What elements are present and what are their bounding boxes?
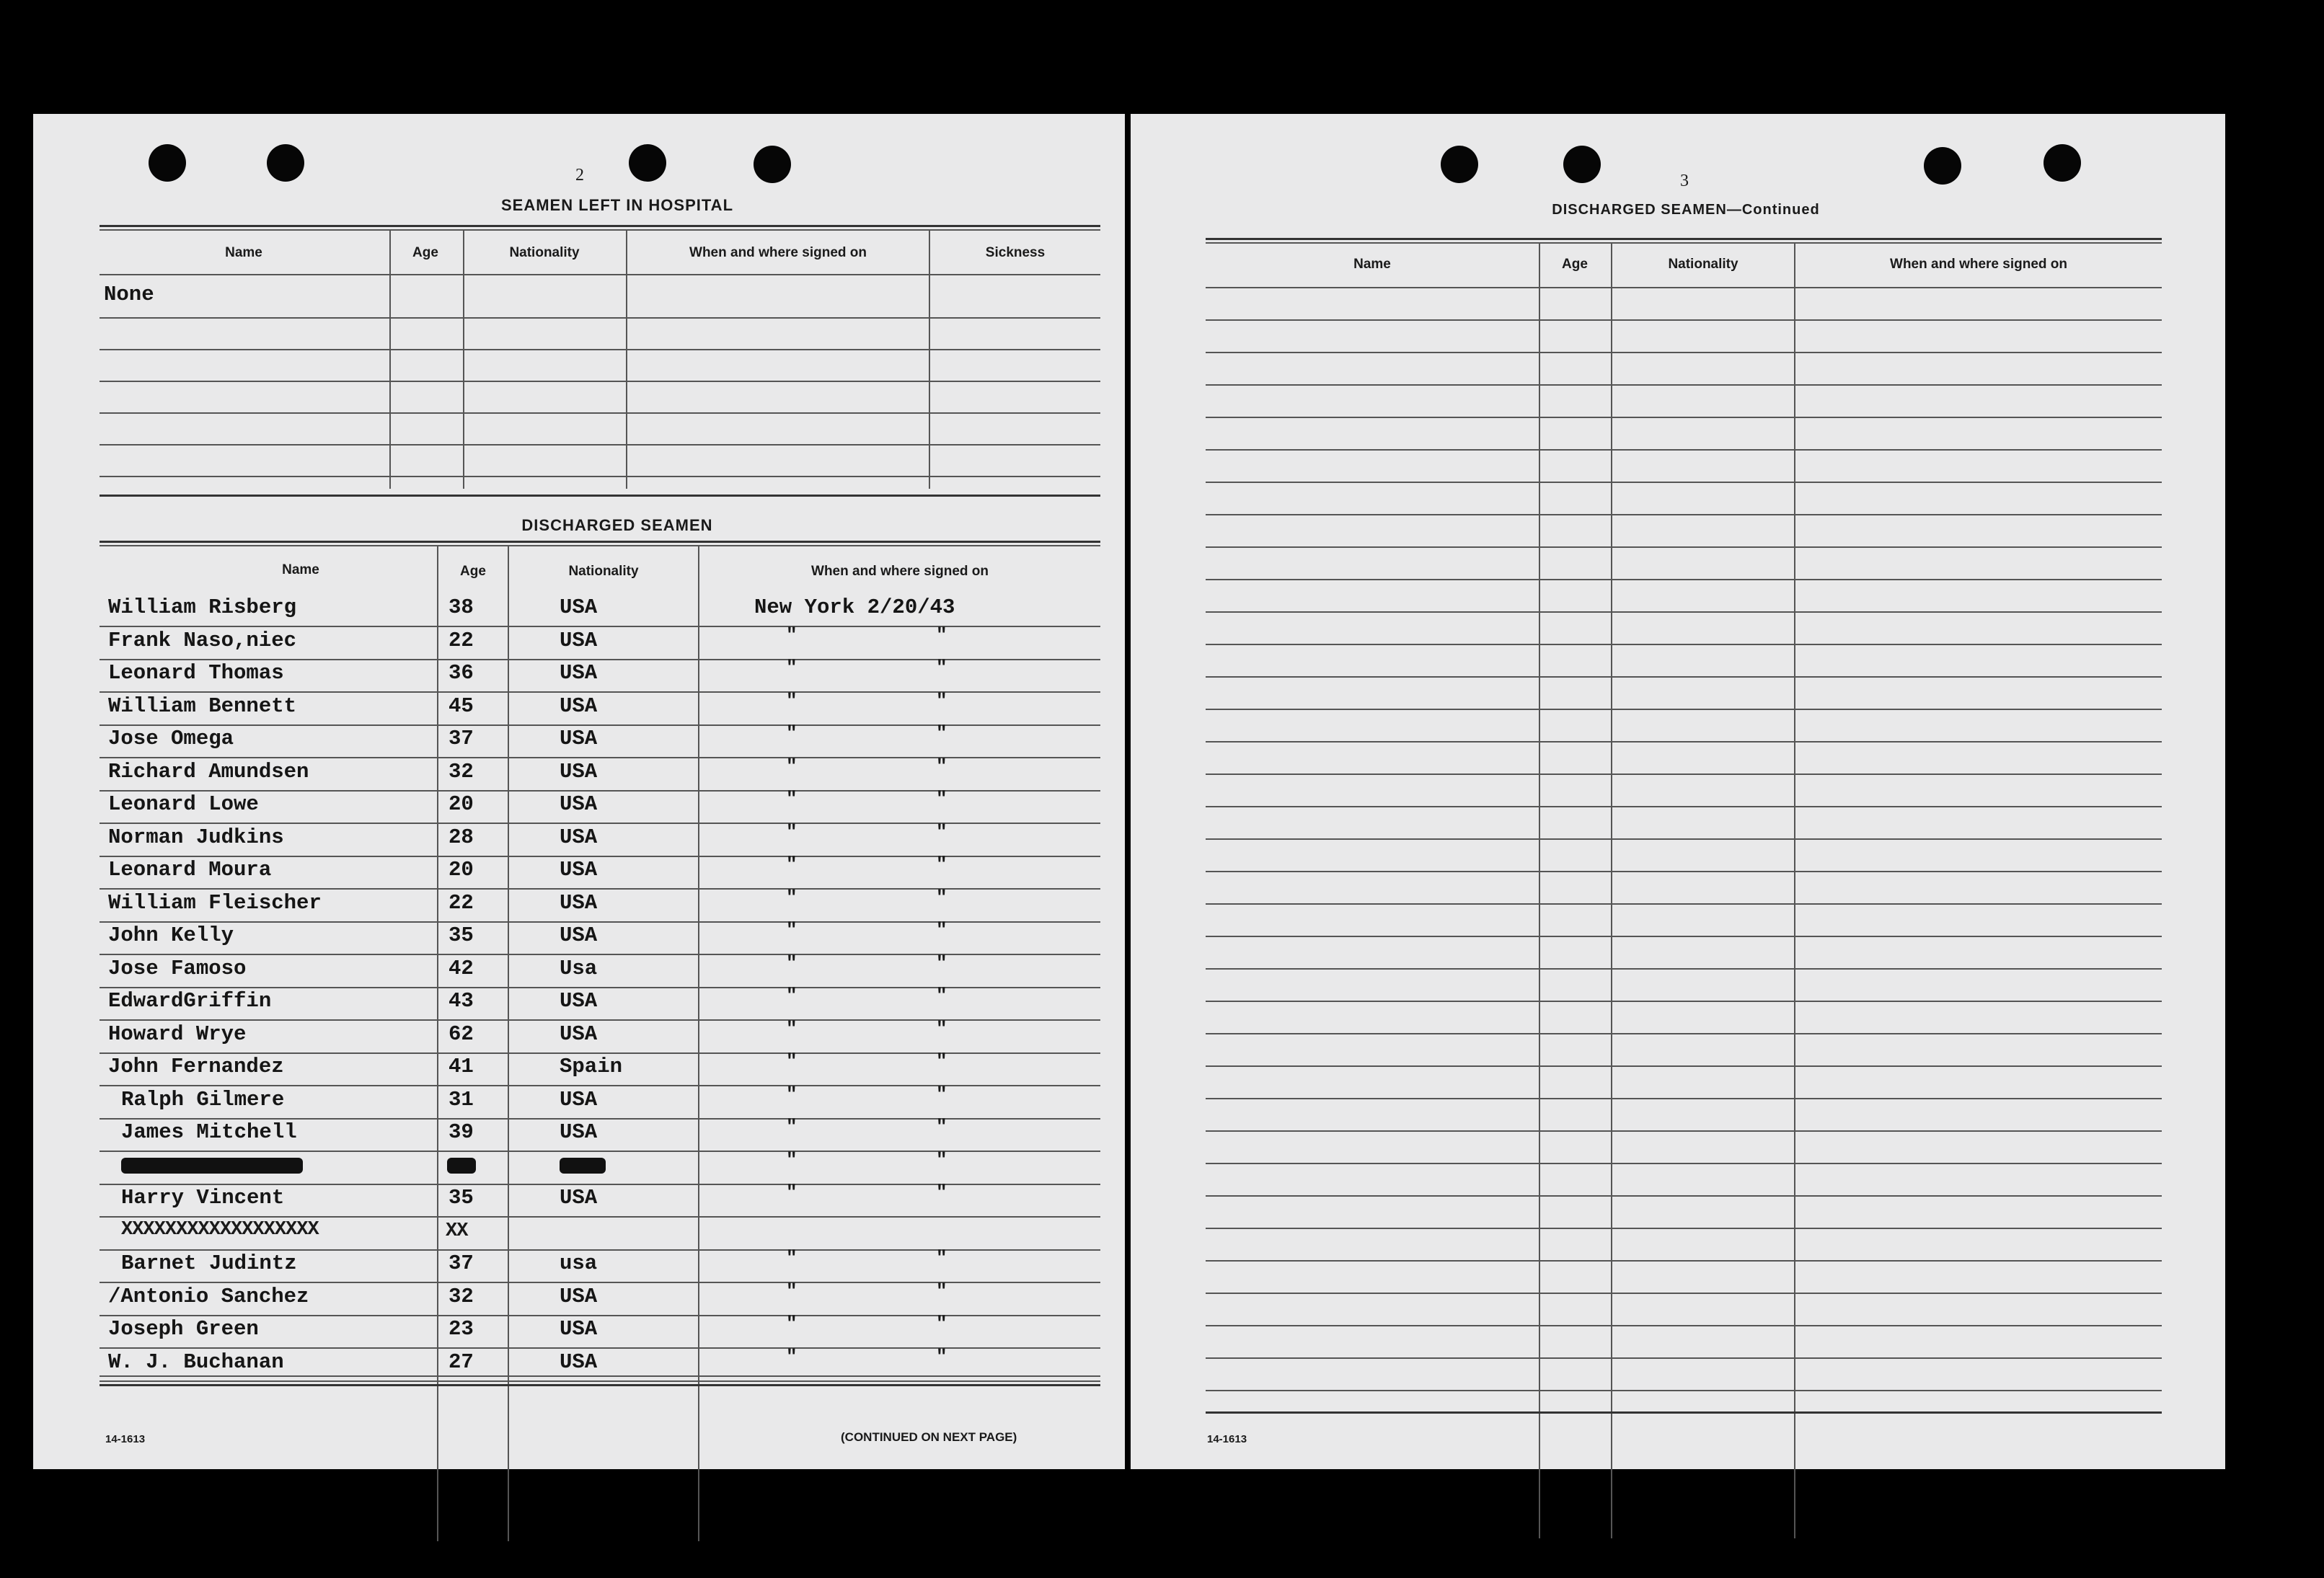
table-rule — [100, 476, 1100, 477]
row-rule — [100, 888, 1100, 890]
seaman-name: Frank Naso,niec — [108, 629, 297, 652]
column-divider — [463, 229, 464, 489]
ditto-mark: " — [786, 1083, 798, 1105]
table-rule — [100, 229, 1100, 231]
continued-col-age: Age — [1562, 257, 1588, 272]
table-rule — [100, 381, 1100, 382]
table-rule — [1206, 1411, 2162, 1414]
seaman-name: Harry Vincent — [121, 1186, 285, 1210]
seaman-nationality: USA — [560, 923, 598, 947]
row-rule — [100, 757, 1100, 758]
row-rule — [1206, 449, 2162, 451]
seaman-nationality: USA — [560, 1088, 598, 1112]
seaman-age: 39 — [449, 1120, 474, 1144]
seaman-nationality: USA — [560, 661, 598, 685]
row-rule — [100, 1151, 1100, 1152]
row-rule — [100, 1085, 1100, 1086]
seaman-nationality: USA — [560, 1022, 598, 1046]
row-rule — [1206, 1260, 2162, 1262]
table-rule — [100, 274, 1100, 275]
ditto-mark: " — [786, 788, 798, 810]
seaman-nationality: USA — [560, 595, 598, 619]
ditto-mark: " — [786, 1116, 798, 1138]
hospital-section-title: SEAMEN LEFT IN HOSPITAL — [500, 196, 734, 214]
discharged-col-age: Age — [460, 564, 486, 579]
hospital-col-sickness: Sickness — [985, 245, 1046, 260]
seaman-age: 35 — [449, 923, 474, 947]
row-rule — [100, 659, 1100, 660]
seaman-name: Jose Omega — [108, 727, 234, 750]
ditto-mark: " — [936, 952, 947, 974]
ditto-mark: " — [786, 887, 798, 908]
ditto-mark: " — [936, 1182, 947, 1203]
ditto-mark: " — [786, 722, 798, 744]
ditto-mark: " — [786, 1247, 798, 1269]
ditto-mark: " — [936, 788, 947, 810]
row-rule — [100, 1315, 1100, 1316]
ditto-mark: " — [786, 755, 798, 777]
ditto-mark: " — [786, 1149, 798, 1171]
seaman-name: EdwardGriffin — [108, 989, 272, 1013]
column-divider — [389, 229, 391, 489]
ditto-mark: " — [786, 1346, 798, 1368]
ditto-mark: " — [786, 1018, 798, 1040]
row-rule — [1206, 579, 2162, 580]
seaman-nationality: USA — [560, 989, 598, 1013]
seaman-age: 28 — [449, 825, 474, 849]
seaman-name: William Bennett — [108, 694, 297, 718]
continued-col-nationality: Nationality — [1668, 257, 1738, 272]
page-number: 3 — [1680, 172, 1689, 190]
hospital-col-age: Age — [412, 245, 438, 260]
ditto-mark: " — [786, 1182, 798, 1203]
row-rule — [1206, 1163, 2162, 1164]
seaman-name: Richard Amundsen — [108, 760, 309, 784]
row-rule — [100, 1184, 1100, 1185]
punch-hole-icon — [1924, 147, 1961, 185]
seaman-age: 20 — [449, 858, 474, 882]
right-page — [1131, 114, 2225, 1469]
punch-hole-icon — [2044, 144, 2081, 182]
row-rule — [1206, 1293, 2162, 1294]
row-rule — [1206, 741, 2162, 743]
continued-col-signed-on: When and where signed on — [1890, 257, 2067, 272]
seaman-age: 38 — [449, 595, 474, 619]
seaman-age: 32 — [449, 1285, 474, 1308]
ditto-mark: " — [936, 854, 947, 875]
column-divider — [1794, 242, 1795, 1538]
ditto-mark: " — [786, 1050, 798, 1072]
row-rule — [1206, 774, 2162, 775]
seaman-age: 43 — [449, 989, 474, 1013]
table-rule — [100, 349, 1100, 350]
row-rule — [1206, 611, 2162, 613]
column-divider — [1539, 242, 1540, 1538]
ditto-mark: " — [936, 755, 947, 777]
seaman-nationality: USA — [560, 1186, 598, 1210]
row-rule — [1206, 871, 2162, 872]
seaman-age: 42 — [449, 957, 474, 980]
row-rule — [100, 1282, 1100, 1283]
punch-hole-icon — [149, 144, 186, 182]
continued-note: (CONTINUED ON NEXT PAGE) — [841, 1430, 1017, 1444]
row-rule — [1206, 352, 2162, 353]
seaman-age: 45 — [449, 694, 474, 718]
row-rule — [1206, 903, 2162, 905]
seaman-name: William Fleischer — [108, 891, 322, 915]
row-rule — [1206, 287, 2162, 288]
hospital-entry: None — [104, 283, 154, 306]
seaman-nationality: USA — [560, 629, 598, 652]
seaman-age: 32 — [449, 760, 474, 784]
row-rule — [1206, 1130, 2162, 1132]
table-rule — [100, 495, 1100, 497]
seaman-name: Leonard Thomas — [108, 661, 284, 685]
ditto-mark: " — [936, 1313, 947, 1334]
row-rule — [1206, 384, 2162, 386]
seaman-name: Barnet Judintz — [121, 1251, 297, 1275]
row-rule — [1206, 1065, 2162, 1067]
row-rule — [100, 954, 1100, 955]
ditto-mark: " — [936, 624, 947, 646]
ditto-mark: " — [936, 1280, 947, 1302]
row-rule — [100, 790, 1100, 792]
ditto-mark: " — [786, 690, 798, 712]
row-rule — [100, 921, 1100, 923]
hospital-col-signed-on: When and where signed on — [689, 245, 867, 260]
ditto-mark: " — [786, 1280, 798, 1302]
seaman-nationality: USA — [560, 1317, 598, 1341]
table-rule — [100, 545, 1100, 546]
ditto-mark: " — [936, 919, 947, 941]
ditto-mark: " — [936, 1247, 947, 1269]
table-rule — [1206, 242, 2162, 244]
row-rule — [1206, 968, 2162, 970]
row-rule — [100, 691, 1100, 693]
seaman-name: /Antonio Sanchez — [108, 1285, 309, 1308]
column-divider — [508, 545, 509, 1541]
seaman-nationality: USA — [560, 792, 598, 816]
ditto-mark: " — [786, 919, 798, 941]
ditto-mark: " — [936, 821, 947, 843]
seaman-name: Ralph Gilmere — [121, 1088, 285, 1112]
ditto-mark: " — [786, 657, 798, 678]
ditto-mark: " — [936, 1018, 947, 1040]
seaman-name: John Fernandez — [108, 1055, 284, 1078]
discharged-col-nationality: Nationality — [568, 564, 639, 579]
seaman-nationality: USA — [560, 1350, 598, 1374]
row-rule — [1206, 709, 2162, 710]
discharged-section-title: DISCHARGED SEAMEN — [521, 516, 713, 534]
row-rule — [100, 823, 1100, 824]
seaman-name: Howard Wrye — [108, 1022, 247, 1046]
punch-hole-icon — [629, 144, 666, 182]
seaman-name: William Risberg — [108, 595, 297, 619]
ditto-mark: " — [786, 821, 798, 843]
table-rule — [100, 412, 1100, 414]
left-page — [33, 114, 1125, 1469]
seaman-age: 37 — [449, 1251, 474, 1275]
seaman-nationality: Usa — [560, 957, 598, 980]
seaman-name: W. J. Buchanan — [108, 1350, 284, 1374]
hospital-col-nationality: Nationality — [509, 245, 580, 260]
struck-out-name: XXXXXXXXXXXXXXXXXX — [121, 1219, 319, 1241]
row-rule — [100, 1375, 1100, 1377]
row-rule — [100, 856, 1100, 857]
row-rule — [100, 1380, 1100, 1382]
continued-col-name: Name — [1353, 257, 1391, 272]
row-rule — [1206, 806, 2162, 807]
table-rule — [100, 1384, 1100, 1386]
form-number: 14-1613 — [105, 1433, 146, 1445]
seaman-nationality: usa — [560, 1251, 598, 1275]
page-number: 2 — [575, 166, 584, 185]
seaman-nationality: USA — [560, 891, 598, 915]
row-rule — [1206, 482, 2162, 483]
ditto-mark: " — [936, 985, 947, 1006]
punch-hole-icon — [1441, 146, 1478, 183]
punch-hole-icon — [267, 144, 304, 182]
row-rule — [100, 1216, 1100, 1218]
ditto-mark: " — [936, 690, 947, 712]
seaman-age: 27 — [449, 1350, 474, 1374]
row-rule — [1206, 1001, 2162, 1002]
seaman-name: Jose Famoso — [108, 957, 247, 980]
seaman-nationality: USA — [560, 694, 598, 718]
seaman-nationality: USA — [560, 858, 598, 882]
row-rule — [1206, 1357, 2162, 1359]
seaman-nationality: USA — [560, 1120, 598, 1144]
column-divider — [1611, 242, 1612, 1538]
seaman-age: 35 — [449, 1186, 474, 1210]
row-rule — [1206, 676, 2162, 678]
ditto-mark: " — [936, 1116, 947, 1138]
row-rule — [100, 987, 1100, 988]
ditto-mark: " — [936, 722, 947, 744]
table-rule — [100, 541, 1100, 543]
seaman-age: 22 — [449, 629, 474, 652]
punch-hole-icon — [1563, 146, 1601, 183]
seaman-name: Norman Judkins — [108, 825, 284, 849]
row-rule — [1206, 319, 2162, 321]
row-rule — [1206, 1325, 2162, 1326]
ditto-mark: " — [936, 1050, 947, 1072]
row-rule — [1206, 1098, 2162, 1099]
seaman-age: 62 — [449, 1022, 474, 1046]
seaman-nationality: USA — [560, 825, 598, 849]
row-rule — [100, 724, 1100, 726]
seaman-age: 22 — [449, 891, 474, 915]
seaman-name: Leonard Moura — [108, 858, 272, 882]
redacted-nationality — [560, 1158, 606, 1174]
row-rule — [100, 1019, 1100, 1021]
table-rule — [100, 444, 1100, 446]
seaman-age: 41 — [449, 1055, 474, 1078]
seaman-nationality: USA — [560, 727, 598, 750]
ditto-mark: " — [936, 1149, 947, 1171]
ditto-mark: " — [936, 1346, 947, 1368]
row-rule — [100, 1347, 1100, 1349]
row-rule — [1206, 936, 2162, 937]
seaman-age: 20 — [449, 792, 474, 816]
seaman-age: 31 — [449, 1088, 474, 1112]
row-rule — [1206, 1033, 2162, 1034]
column-divider — [698, 545, 699, 1541]
discharged-col-signed-on: When and where signed on — [811, 564, 989, 579]
row-rule — [1206, 1195, 2162, 1197]
redacted-age — [447, 1158, 476, 1174]
seaman-age: 36 — [449, 661, 474, 685]
ditto-mark: " — [936, 887, 947, 908]
row-rule — [1206, 1228, 2162, 1229]
hospital-col-name: Name — [225, 245, 262, 260]
seaman-age: 37 — [449, 727, 474, 750]
seaman-name: James Mitchell — [121, 1120, 297, 1144]
row-rule — [1206, 1390, 2162, 1391]
seaman-nationality: USA — [560, 1285, 598, 1308]
seaman-age: 23 — [449, 1317, 474, 1341]
ditto-mark: " — [786, 624, 798, 646]
ditto-mark: " — [786, 985, 798, 1006]
column-divider — [929, 229, 930, 489]
row-rule — [1206, 514, 2162, 515]
discharged-col-name: Name — [282, 562, 319, 577]
row-rule — [100, 1249, 1100, 1251]
ditto-mark: " — [936, 657, 947, 678]
table-rule — [1206, 238, 2162, 240]
ditto-mark: " — [936, 1083, 947, 1105]
row-rule — [100, 1052, 1100, 1054]
table-rule — [100, 225, 1100, 227]
form-number: 14-1613 — [1207, 1433, 1247, 1445]
continued-section-title: DISCHARGED SEAMEN—Continued — [1552, 202, 1820, 218]
row-rule — [1206, 644, 2162, 645]
seaman-name: Joseph Green — [108, 1317, 259, 1341]
row-rule — [1206, 417, 2162, 418]
ditto-mark: " — [786, 1313, 798, 1334]
ditto-mark: " — [786, 854, 798, 875]
seaman-name: John Kelly — [108, 923, 234, 947]
seaman-nationality: USA — [560, 760, 598, 784]
struck-out-age: XX — [446, 1220, 468, 1242]
row-rule — [1206, 838, 2162, 840]
row-rule — [100, 1118, 1100, 1120]
row-rule — [100, 626, 1100, 627]
seaman-signed-on: New York 2/20/43 — [754, 595, 955, 619]
ditto-mark: " — [786, 952, 798, 974]
redacted-name — [121, 1158, 303, 1174]
column-divider — [626, 229, 627, 489]
seaman-nationality: Spain — [560, 1055, 623, 1078]
column-divider — [437, 545, 438, 1541]
table-rule — [100, 317, 1100, 319]
punch-hole-icon — [754, 146, 791, 183]
seaman-name: Leonard Lowe — [108, 792, 259, 816]
row-rule — [1206, 546, 2162, 548]
